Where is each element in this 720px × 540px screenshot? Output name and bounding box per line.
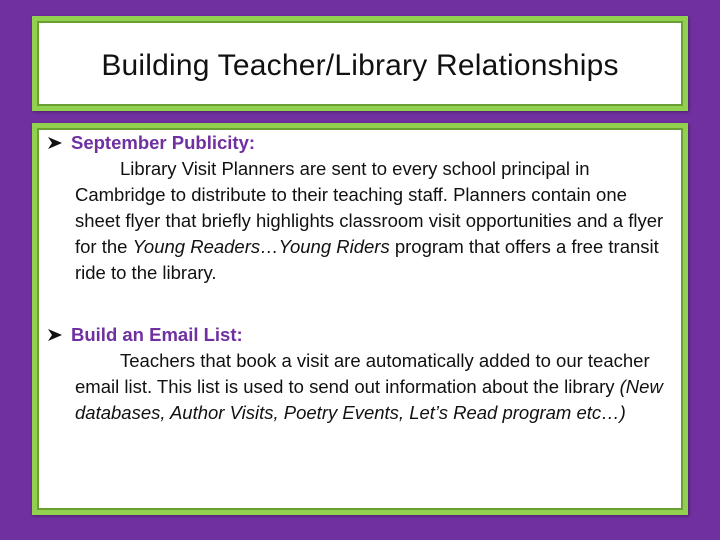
body-text: Library Visit Planners are sent to every school principal in Cambridge to distribute to their teaching staff. Planners contain one sheet flyer that briefly highlights classroom visit opportunities and a flyer for the	[75, 158, 664, 257]
body-text: program that offers a free transit ride to the library.	[75, 236, 659, 283]
bullet-heading: Build an Email List:	[71, 324, 243, 345]
title-box	[32, 16, 688, 111]
bullet-item	[47, 130, 669, 286]
body-text: Teachers that book a visit are automatically added to our teacher email list. This list is used to send out information about the library	[75, 350, 650, 397]
examples-list: (New databases, Author Visits, Poetry Events, Let’s Read program etc…)	[75, 376, 663, 423]
bullet-body	[75, 348, 669, 426]
slide-title: Building Teacher/Library Relationships	[101, 49, 619, 82]
bullet-item	[47, 322, 669, 426]
arrow-bullet-icon	[47, 322, 67, 348]
arrow-bullet-icon	[47, 130, 67, 156]
content-box	[32, 123, 688, 515]
bullet-heading: September Publicity:	[71, 132, 256, 153]
program-name: Young Readers…Young Riders	[132, 236, 390, 257]
bullet-body	[75, 156, 669, 286]
